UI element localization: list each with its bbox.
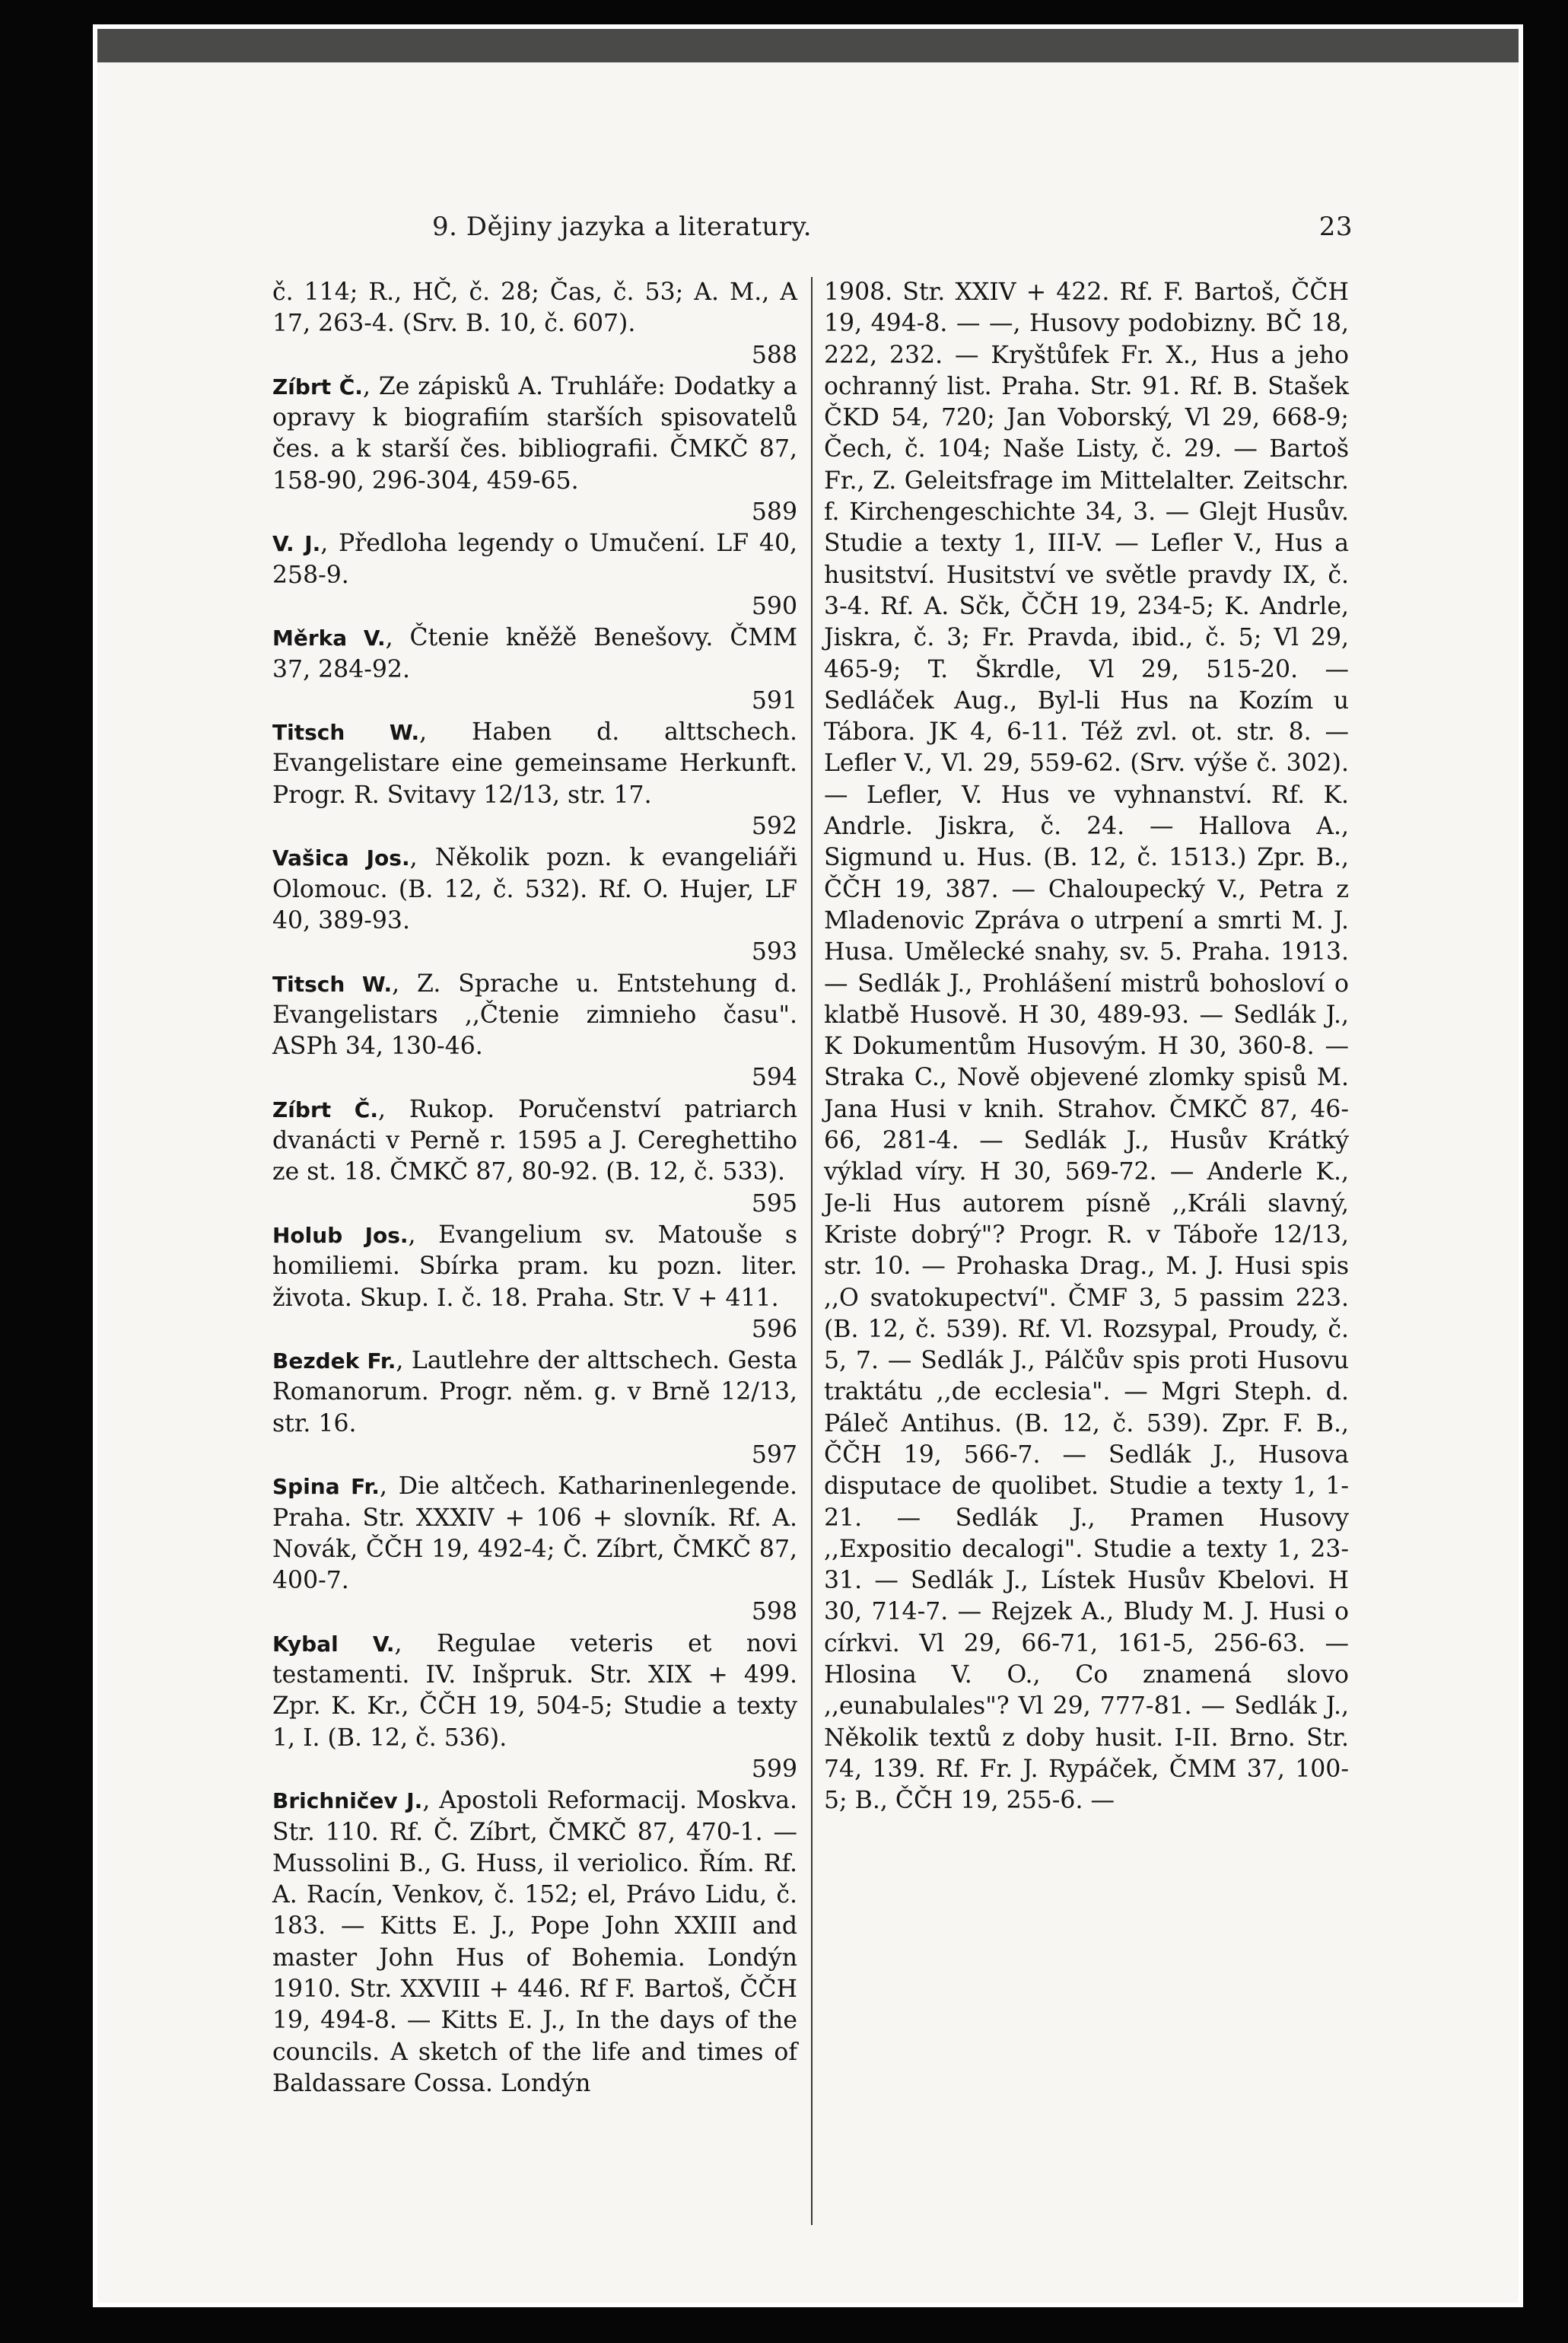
entry-author: Titsch W. [272,720,420,746]
entry-author: Zíbrt Č. [272,1097,378,1122]
entry-number: 598 [751,1598,797,1626]
entry-text: , Haben d. alttschech. Evangelistare eine gemeinsame Herkunft. Progr. R. Svitavy 12/13, str. 17. [272,718,797,809]
left-column [272,277,797,2099]
bibliography-entry [272,717,797,842]
entry-author: Brichničev J. [272,1788,423,1814]
bibliography-entry [272,969,797,1094]
bibliography-entry [272,528,797,622]
scan-edge [97,29,1519,62]
entry-text: , Evangelium sv. Matouše s homiliemi. Sbírka pram. ku pozn. liter. života. Skup. I. č. 18. Praha. Str. V + 411. [272,1221,798,1312]
entry-author: V. J. [272,531,321,557]
bibliography-entry [272,371,797,528]
entry-author: Měrka V. [272,626,386,651]
bibliography-entry [272,1785,797,2099]
entry-number: 595 [751,1189,797,1218]
chapter-title: 9. Dějiny jazyka a literatury. [432,212,813,242]
entry-text: , Předloha legendy o Umučení. LF 40, 258-9. [272,530,798,589]
entry-author: Bezdek Fr. [272,1348,396,1374]
entry-text: , Regulae veteris et novi testamenti. IV. Inšpruk. Str. XIX + 499. Zpr. K. Kr., ČČH 19, 504-5; Studie a texty 1, I. (B. 12, č. 536). [272,1629,797,1752]
bibliography-entry [272,1628,797,1785]
bibliography-entry [272,1471,797,1628]
bibliography-entry [272,1220,797,1345]
bibliography-entry [272,622,797,717]
entry-author: Titsch W. [272,971,393,997]
bibliography-entry [272,1094,797,1220]
bibliography-entry [272,1345,797,1471]
entry-number: 593 [751,938,797,966]
column-divider [811,277,813,2225]
entry-text: , Lautlehre der alttschech. Gesta Romanorum. Progr. něm. g. v Brně 12/13, str. 16. [272,1347,797,1437]
entry-text: 1908. Str. XXIV + 422. Rf. F. Bartoš, ČČH 19, 494-8. — —, Husovy podobizny. BČ 18, 222, 232. — Kryštůfek Fr. X., Hus a jeho ochranný list. Praha. Str. 91. Rf. B. Stašek ČKD 54, 720; Jan Voborský, Vl 29, 668-9; Čech, č. 104; Naše Listy, č. 29. — Bartoš Fr., Z. Geleitsfrage im Mittelalter. Zeitschr. f. Kirchengeschichte 34, 3. — Glejt Husův. Studie a texty 1, III-V. — Lefler V., Hus a husitství. Husitství ve světle pravdy IX, č. 3-4. Rf. A. Sčk, ČČH 19, 234-5; K. Andrle, Jiskra, č. 3; Fr. Pravda, ibid., č. 5; Vl 29, 465-9; T. Škrdle, Vl 29, 515-20. — Sedláček Aug., Byl-li Hus na Kozím u Tábora. JK 4, 6-11. Též zvl. ot. str. 8. — Lefler V., Vl. 29, 559-62. (Srv. výše č. 302). — Lefler, V. Hus ve vyhnanství. Rf. K. Andrle. Jiskra, č. 24. — Hallova A., Sigmund u. Hus. (B. 12, č. 1513.) Zpr. B., ČČH 19, 387. — Chaloupecký V., Petra z Mladenovic Zpráva o utrpení a smrti M. J. Husa. Umělecké snahy, sv. 5. Praha. 1913. — Sedlák J., Prohlášení mistrů bohosloví o klatbě Husově. H 30, 489-93. — Sedlák J., K Dokumentům Husovým. H 30, 360-8. — Straka C., Nově objevené zlomky spisů M. Jana Husi v knih. Strahov. ČMKČ 87, 46-66, 281-4. — Sedlák J., Husův Krátký výklad víry. H 30, 569-72. — Anderle K., Je-li Hus autorem písně ,,Králi slavný, Kriste dobrý"? Progr. R. v Táboře 12/13, str. 10. — Prohaska Drag., M. J. Husi spis ,,O svatokupectví". ČMF 3, 5 passim 223. (B. 12, č. 539). Rf. Vl. Rozsypal, Proudy, č. 5, 7. — Sedlák J., Pálčův spis proti Husovu traktátu ,,de ecclesia". — Mgri Steph. d. Páleč Antihus. (B. 12, č. 539). Zpr. F. B., ČČH 19, 566-7. — Sedlák J., Husova disputace de quolibet. Studie a texty 1, 1-21. — Sedlák J., Pramen Husovy ,,Expositio decalogi". Studie a texty 1, 23-31. — Sedlák J., Lístek Husův Kbelovi. H 30, 714-7. — Rejzek A., Bludy M. J. Husi o církvi. Vl 29, 66-71, 161-5, 256-63. — Hlosina V. O., Co znamená slovo ,,eunabulales"? Vl 29, 777-81. — Sedlák J., Několik textů z doby husit. I-II. Brno. Str. 74, 139. Rf. Fr. J. Rypáček, ČMM 37, 100-5; B., ČČH 19, 255-6. — [824,279,1349,1815]
entry-author: Vašica Jos. [272,845,410,871]
entry-number: 588 [751,341,797,369]
entry-number: 597 [751,1440,797,1469]
entry-text: , Ze zápisků A. Truhláře: Dodatky a opravy k biografiím starších spisovatelů čes. a k starší čes. bibliografii. ČMKČ 87, 158-90, 296-304, 459-65. [272,372,797,495]
entry-number: 589 [751,498,797,527]
entry-text: , Rukop. Poručenství patriarch dvanácti v Perně r. 1595 a J. Cereghettiho ze st. 18. ČMKČ 87, 80-92. (B. 12, č. 533). [272,1095,797,1186]
entry-number: 591 [751,686,797,715]
entry-text: , Z. Sprache u. Entstehung d. Evangelistars ,,Čtenie zimnieho času". ASPh 34, 130-46. [272,969,797,1061]
entry-number: 596 [751,1315,797,1343]
bibliography-entry [272,842,797,968]
entry-text: , Apostoli Reformacij. Moskva. Str. 110. Rf. Č. Zíbrt, ČMKČ 87, 470-1. — Mussolini B., G. Huss, il veriolico. Řím. Rf. A. Racín, Venkov, č. 152; el, Právo Lidu, č. 183. — Kitts E. J., Pope John XXIII and master John Hus of Bohemia. Londýn 1910. Str. XXVIII + 446. Rf F. Bartoš, ČČH 19, 494-8. — Kitts E. J., In the days of the councils. A sketch of the life and times of Baldassare Cossa. Londýn [272,1787,797,2097]
entry-text: , Die altčech. Katharinenlegende. Praha. Str. XXXIV + 106 + slovník. Rf. A. Novák, ČČH 19, 492-4; Č. Zíbrt, ČMKČ 87, 400-7. [272,1472,797,1595]
bibliography-entry [824,277,1349,1817]
entry-author: Spina Fr. [272,1474,380,1500]
entry-text: č. 114; R., HČ, č. 28; Čas, č. 53; A. M., A 17, 263-4. (Srv. B. 10, č. 607). [272,279,797,338]
entry-text: , Několik pozn. k evangeliáři Olomouc. (B. 12, č. 532). Rf. O. Hujer, LF 40, 389-93. [272,844,797,934]
entry-author: Zíbrt Č. [272,374,363,400]
bibliography-entry [272,277,797,371]
entry-number: 590 [751,592,797,620]
right-column [824,277,1349,1817]
entry-number: 592 [751,813,797,841]
entry-author: Holub Jos. [272,1222,409,1248]
entry-author: Kybal V. [272,1631,395,1657]
entry-number: 594 [751,1064,797,1092]
book-page [93,24,1523,2307]
entry-number: 599 [751,1755,797,1783]
entry-text: , Čtenie kněžě Benešovy. ČMM 37, 284-92. [272,624,797,683]
page-number: 23 [1318,212,1353,242]
